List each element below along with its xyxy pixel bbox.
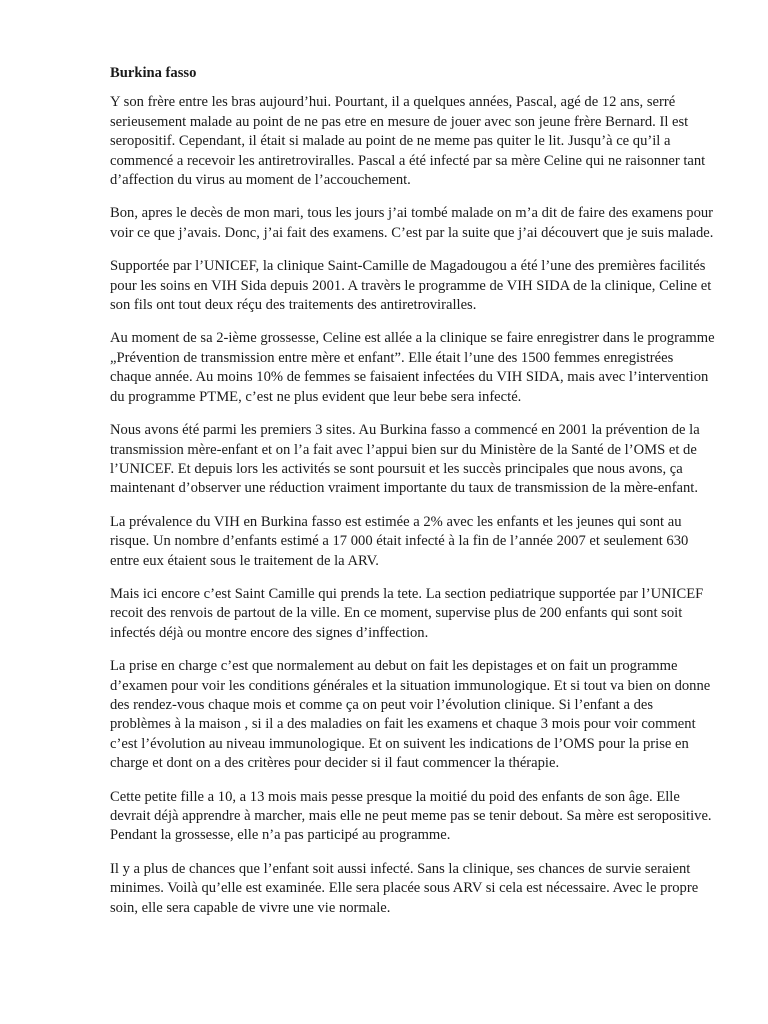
paragraph: Cette petite fille a 10, a 13 mois mais pesse presque la moitié du poid des enfants de son âge. Elle devrait déjà apprendre à marcher, mais elle ne peut meme pas se tenir debout. Sa mère est seropositive. Pendant la grossesse, elle n’a pas participé au programme. <box>110 788 712 844</box>
paragraph: La prévalence du VIH en Burkina fasso est estimée a 2% avec les enfants et les jeunes qui sont au risque. Un nombre d’enfants estimé a 17 000 était infecté à la fin de l’année 2007 et seulement 630 entre eux étaient sous le traitement de la ARV. <box>110 513 689 569</box>
paragraph: Il y a plus de chances que l’enfant soit aussi infecté. Sans la clinique, ses chances de survie seraient minimes. Voilà qu’elle est examinée. Elle sera placée sous ARV si cela est nécessaire. Avec le propre soin, elle sera capable de vivre une vie normale. <box>110 860 699 916</box>
paragraph: Au moment de sa 2-ième grossesse, Celine est allée a la clinique se faire enregistrer dans le programme „Prévention de transmission entre mère et enfant”. Elle était l’une des 1500 femmes enregistrées chaque année. Au moins 10% de femmes se faisaient infectées du VIH SIDA, mais avec l’intervention du programme PTME, c’est ne plus evident que leur bebe sera infecté. <box>110 330 715 405</box>
paragraph: Mais ici encore c’est Saint Camille qui prends la tete. La section pediatrique supportée par l’UNICEF recoit des renvois de partout de la ville. En ce moment, supervise plus de 200 enfants qui sont soit infectés déjà ou montre encore des signes d’inffection. <box>110 585 704 641</box>
paragraph: Supportée par l’UNICEF, la clinique Saint-Camille de Magadougou a été l’une des premières facilités pour les soins en VIH Sida depuis 2001. A travèrs le programme de VIH SIDA de la clinique, Celine et son fils ont tout deux réçu des traitements des antiretroviralles. <box>110 258 712 314</box>
document-page <box>110 64 715 932</box>
paragraph: La prise en charge c’est que normalement au debut on fait les depistages et on fait un programme d’examen pour voir les conditions générales et la situation immunologique. Et si tout va bien on donne des rendez-vous chaque mois et comme ça on peut voir l’évolution clinique. Si l’enfant a des problèmes à la maison , si il a des maladies on fait les examens et chaque 3 mois pour voir comment c’est l’évolution au niveau immunologique. Et on suivent les indications de l’OMS pour la prise en charge et dont on a des critères pour decider si il faut commencer la thérapie. <box>110 658 711 772</box>
paragraph: Bon, apres le decès de mon mari, tous les jours j’ai tombé malade on m’a dit de faire des examens pour voir ce que j’avais. Donc, j’ai fait des examens. C’est par la suite que j’ai découvert que je suis malade. <box>110 205 714 241</box>
document-title: Burkina fasso <box>110 65 197 81</box>
paragraph: Y son frère entre les bras aujourd’hui. Pourtant, il a quelques années, Pascal, agé de 12 ans, serré serieusement malade au point de ne pas etre en mesure de jouer avec son jeune frère Bernard. Il est seropositif. Cependant, il était si malade au point de ne meme pas quiter le lit. Jusqu’à ce qu’il a commencé a recevoir les antiretroviralles. Pascal a été infecté par sa mère Celine qui ne raisonner tant d’affection du virus au moment de l’accouchement. <box>110 94 706 189</box>
paragraph: Nous avons été parmi les premiers 3 sites. Au Burkina fasso a commencé en 2001 la prévention de la transmission mère-enfant et on l’a fait avec l’appui bien sur du Ministère de la Santé de l’OMS et de l’UNICEF. Et depuis lors les activités se sont poursuit et les succès principales que nous avons, ça maintenant d’observer une réduction vraiment importante du taux de transmission de la mère-enfant. <box>110 422 700 497</box>
